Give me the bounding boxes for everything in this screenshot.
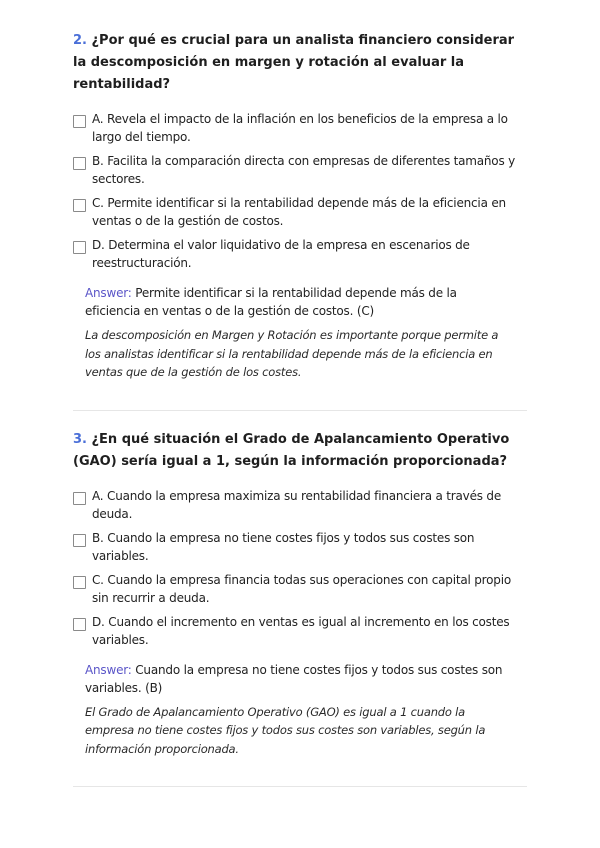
question-title bbox=[73, 429, 527, 473]
option-d[interactable] bbox=[73, 236, 527, 272]
option-label: A. Revela el impacto de la inflación en los beneficios de la empresa a lo largo del tiempo. bbox=[92, 112, 508, 144]
answer-label: Answer: bbox=[85, 286, 132, 300]
question-text: ¿En qué situación el Grado de Apalancamiento Operativo (GAO) sería igual a 1, según la información proporcionada? bbox=[73, 431, 510, 469]
question-3 bbox=[73, 429, 527, 759]
answer-label: Answer: bbox=[85, 662, 132, 677]
answer-block bbox=[85, 284, 515, 382]
checkbox[interactable] bbox=[73, 115, 86, 128]
checkbox[interactable] bbox=[73, 492, 86, 505]
option-label: A. Cuando la empresa maximiza su rentabilidad financiera a través de deuda. bbox=[92, 488, 502, 521]
question-number: 3. bbox=[73, 431, 87, 447]
option-label: D. Determina el valor liquidativo de la empresa en escenarios de reestructuración. bbox=[92, 238, 470, 270]
quiz-page bbox=[73, 30, 527, 805]
option-c[interactable] bbox=[73, 571, 527, 607]
option-a[interactable] bbox=[73, 110, 527, 146]
option-c[interactable] bbox=[73, 194, 527, 230]
question-2 bbox=[73, 30, 527, 382]
explanation: El Grado de Apalancamiento Operativo (GAO) es igual a 1 cuando la empresa no tiene costes fijos y todos sus costes son variables, según la información proporcionada. bbox=[85, 704, 486, 756]
option-label: C. Permite identificar si la rentabilidad depende más de la eficiencia en ventas o de la gestión de costos. bbox=[92, 196, 506, 228]
divider bbox=[73, 410, 527, 411]
answer bbox=[85, 661, 515, 697]
checkbox[interactable] bbox=[73, 576, 86, 589]
checkbox[interactable] bbox=[73, 199, 86, 212]
option-d[interactable] bbox=[73, 613, 527, 649]
divider bbox=[73, 786, 527, 787]
option-b[interactable] bbox=[73, 152, 527, 188]
option-a[interactable] bbox=[73, 487, 527, 523]
answer bbox=[85, 284, 515, 320]
options-list bbox=[73, 110, 527, 272]
question-title bbox=[73, 30, 527, 96]
option-b[interactable] bbox=[73, 529, 527, 565]
answer-text: Cuando la empresa no tiene costes fijos y todos sus costes son variables. (B) bbox=[85, 662, 503, 695]
answer-text: Permite identificar si la rentabilidad depende más de la eficiencia en ventas o de la gestión de costos. (C) bbox=[85, 286, 457, 318]
option-label: D. Cuando el incremento en ventas es igual al incremento en los costes variables. bbox=[92, 614, 510, 647]
answer-block bbox=[85, 661, 515, 759]
option-label: B. Facilita la comparación directa con empresas de diferentes tamaños y sectores. bbox=[92, 154, 516, 186]
explanation: La descomposición en Margen y Rotación es importante porque permite a los analistas identificar si la rentabilidad depende más de la eficiencia en ventas que de la gestión de los costes. bbox=[85, 328, 499, 379]
question-text: ¿Por qué es crucial para un analista financiero considerar la descomposición en margen y rotación al evaluar la rentabilidad? bbox=[73, 33, 515, 92]
options-list bbox=[73, 487, 527, 649]
checkbox[interactable] bbox=[73, 241, 86, 254]
checkbox[interactable] bbox=[73, 157, 86, 170]
question-number: 2. bbox=[73, 33, 87, 48]
checkbox[interactable] bbox=[73, 534, 86, 547]
option-label: B. Cuando la empresa no tiene costes fijos y todos sus costes son variables. bbox=[92, 530, 475, 563]
option-label: C. Cuando la empresa financia todas sus operaciones con capital propio sin recurrir a deuda. bbox=[92, 572, 511, 605]
checkbox[interactable] bbox=[73, 618, 86, 631]
